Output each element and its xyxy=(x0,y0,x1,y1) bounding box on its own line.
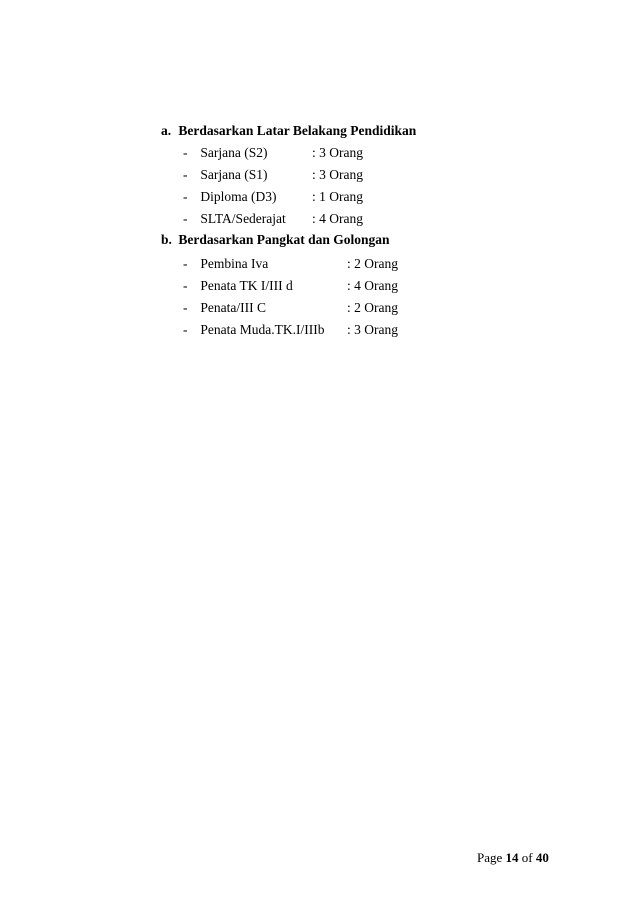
list-bullet: - xyxy=(183,300,188,315)
list-item xyxy=(183,255,398,273)
list-item-label: SLTA/Sederajat xyxy=(200,211,286,226)
list-item xyxy=(183,188,363,206)
page-total: 40 xyxy=(535,850,549,865)
list-item xyxy=(183,277,398,295)
list-item-label: Pembina Iva xyxy=(200,256,269,271)
list-item-value: : 3 Orang xyxy=(312,145,363,160)
list-item-label: Diploma (D3) xyxy=(200,189,277,204)
list-bullet: - xyxy=(183,189,188,204)
list-item-label: Penata/III C xyxy=(200,300,266,315)
list-item xyxy=(183,210,363,228)
list-item-label: Sarjana (S1) xyxy=(200,167,268,182)
list-item xyxy=(183,321,398,339)
page-of-word: of xyxy=(521,850,533,865)
list-item-value: : 3 Orang xyxy=(347,322,398,337)
section-a-marker: a. xyxy=(161,123,172,138)
section-b-title: Berdasarkan Pangkat dan Golongan xyxy=(178,232,390,247)
list-bullet: - xyxy=(183,145,188,160)
list-item-label: Sarjana (S2) xyxy=(200,145,268,160)
list-item-value: : 4 Orang xyxy=(312,211,363,226)
list-bullet: - xyxy=(183,278,188,293)
list-bullet: - xyxy=(183,167,188,182)
list-bullet: - xyxy=(183,256,188,271)
list-item xyxy=(183,166,363,184)
list-item-value: : 1 Orang xyxy=(312,189,363,204)
page-word: Page xyxy=(477,850,503,865)
section-a-title: Berdasarkan Latar Belakang Pendidikan xyxy=(178,123,417,138)
list-item-value: : 2 Orang xyxy=(347,256,398,271)
list-item-value: : 2 Orang xyxy=(347,300,398,315)
page-current: 14 xyxy=(505,850,519,865)
list-item-label: Penata TK I/III d xyxy=(200,278,293,293)
section-a-heading xyxy=(161,123,416,139)
list-item-value: : 3 Orang xyxy=(312,167,363,182)
page-footer xyxy=(477,850,549,866)
list-item xyxy=(183,299,398,317)
list-item-value: : 4 Orang xyxy=(347,278,398,293)
list-item-label: Penata Muda.TK.I/IIIb xyxy=(200,322,325,337)
section-b-marker: b. xyxy=(161,232,172,247)
list-bullet: - xyxy=(183,211,188,226)
list-item xyxy=(183,144,363,162)
list-bullet: - xyxy=(183,322,188,337)
section-b-heading xyxy=(161,232,390,248)
